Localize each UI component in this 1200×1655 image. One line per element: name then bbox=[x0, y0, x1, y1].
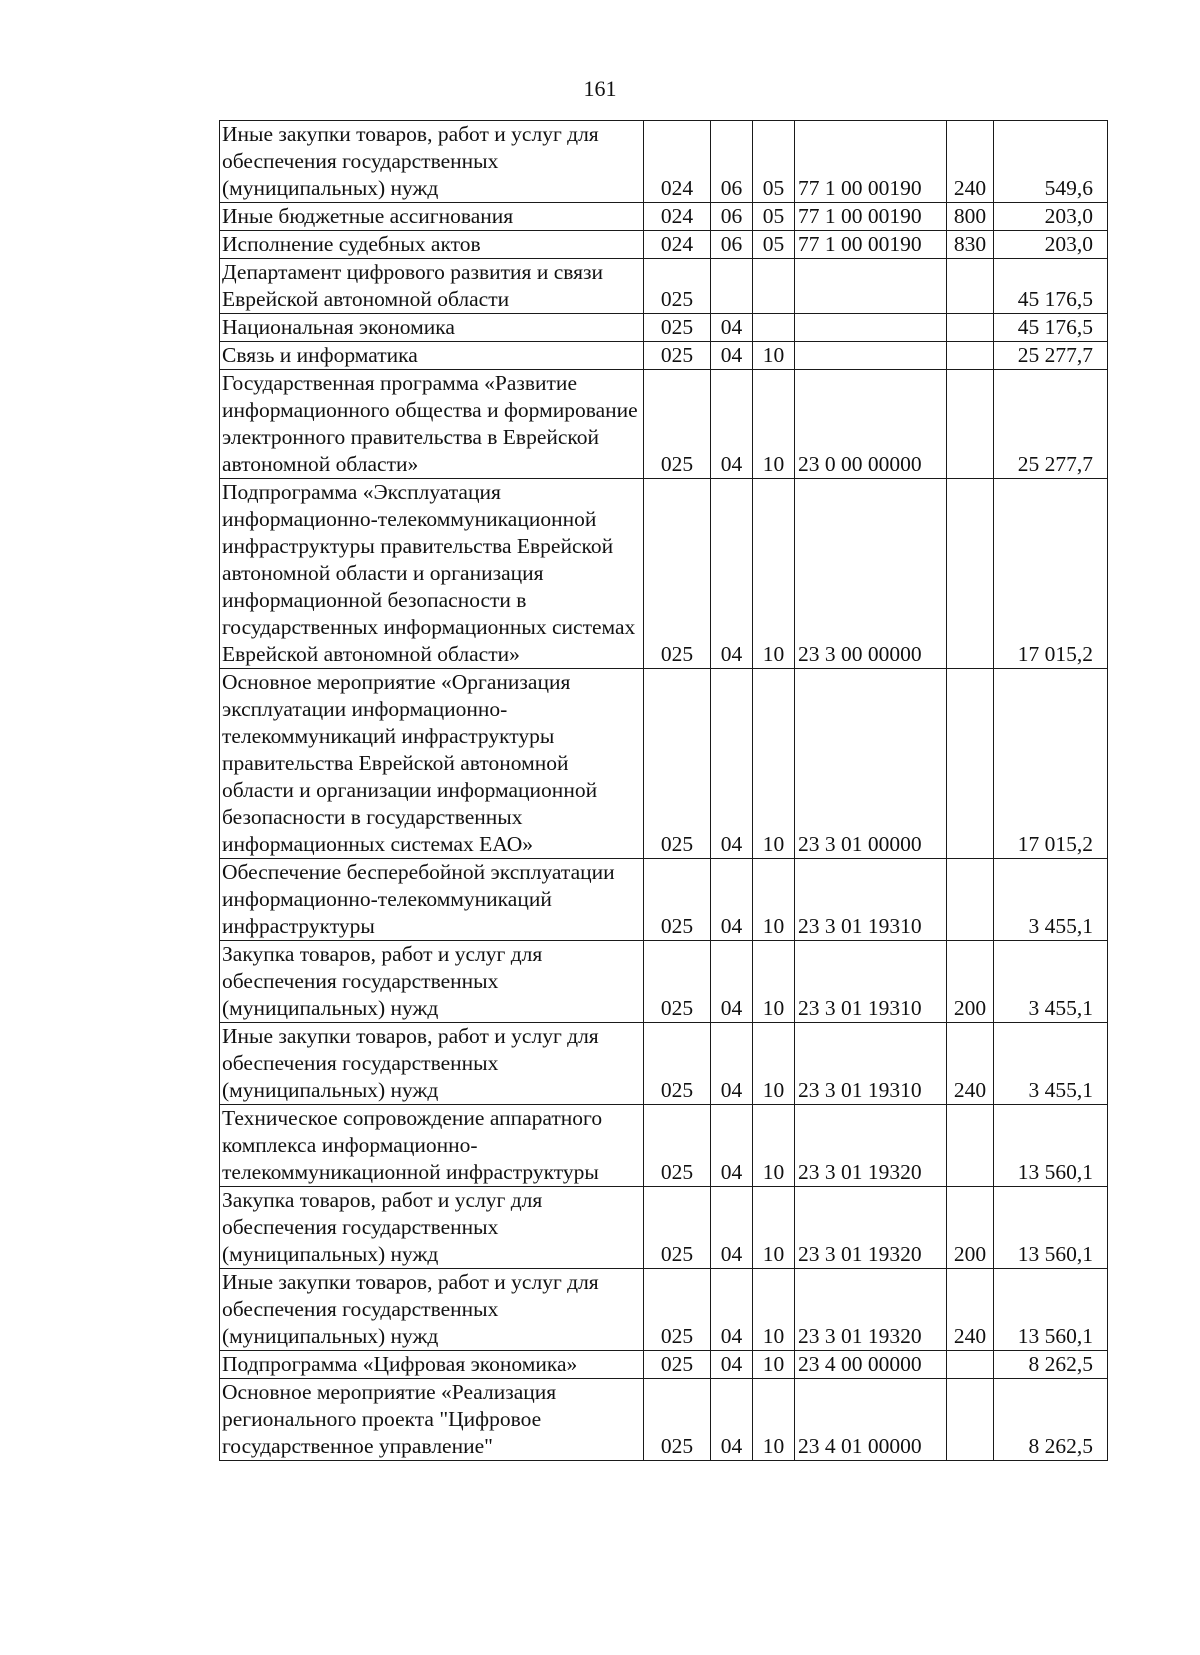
table-row bbox=[220, 342, 1108, 370]
target-code: 23 3 01 00000 bbox=[795, 669, 947, 859]
table-row bbox=[220, 479, 1108, 669]
target-code: 23 3 01 19310 bbox=[795, 941, 947, 1023]
subsection-code: 10 bbox=[753, 1105, 795, 1187]
amount: 3 455,1 bbox=[994, 1023, 1108, 1105]
expense-type-code: 240 bbox=[947, 1269, 994, 1351]
section-code: 04 bbox=[711, 1351, 753, 1379]
ministry-code: 025 bbox=[644, 342, 711, 370]
table-row bbox=[220, 1187, 1108, 1269]
ministry-code: 024 bbox=[644, 231, 711, 259]
ministry-code: 025 bbox=[644, 1023, 711, 1105]
subsection-code: 05 bbox=[753, 231, 795, 259]
table-row bbox=[220, 370, 1108, 479]
ministry-code: 025 bbox=[644, 1379, 711, 1461]
amount: 203,0 bbox=[994, 203, 1108, 231]
expense-type-code bbox=[947, 1105, 994, 1187]
row-name: Связь и информатика bbox=[220, 342, 644, 370]
target-code: 77 1 00 00190 bbox=[795, 203, 947, 231]
row-name: Иные закупки товаров, работ и услуг для обеспечения государственных (муниципальных) нужд bbox=[220, 1023, 644, 1105]
amount: 45 176,5 bbox=[994, 314, 1108, 342]
section-code: 04 bbox=[711, 1105, 753, 1187]
table-row bbox=[220, 1023, 1108, 1105]
target-code bbox=[795, 314, 947, 342]
section-code: 04 bbox=[711, 1187, 753, 1269]
expense-type-code bbox=[947, 1379, 994, 1461]
target-code: 77 1 00 00190 bbox=[795, 121, 947, 203]
amount: 17 015,2 bbox=[994, 479, 1108, 669]
subsection-code bbox=[753, 314, 795, 342]
subsection-code bbox=[753, 259, 795, 314]
amount: 3 455,1 bbox=[994, 941, 1108, 1023]
target-code: 23 3 01 19320 bbox=[795, 1105, 947, 1187]
section-code bbox=[711, 259, 753, 314]
row-name: Основное мероприятие «Организация эксплуатации информационно-телекоммуникаций инфраструктуры правительства Еврейской автономной области и организации информационной безопасности в государственных информационных системах ЕАО» bbox=[220, 669, 644, 859]
target-code: 77 1 00 00190 bbox=[795, 231, 947, 259]
amount: 8 262,5 bbox=[994, 1379, 1108, 1461]
amount: 549,6 bbox=[994, 121, 1108, 203]
amount: 45 176,5 bbox=[994, 259, 1108, 314]
subsection-code: 05 bbox=[753, 203, 795, 231]
table-row bbox=[220, 259, 1108, 314]
ministry-code: 025 bbox=[644, 1105, 711, 1187]
subsection-code: 10 bbox=[753, 859, 795, 941]
ministry-code: 024 bbox=[644, 203, 711, 231]
target-code: 23 3 00 00000 bbox=[795, 479, 947, 669]
row-name: Подпрограмма «Цифровая экономика» bbox=[220, 1351, 644, 1379]
row-name: Подпрограмма «Эксплуатация информационно-телекоммуникационной инфраструктуры правительства Еврейской автономной области и организация информационной безопасности в государственных информационных системах Еврейской автономной области» bbox=[220, 479, 644, 669]
subsection-code: 10 bbox=[753, 669, 795, 859]
ministry-code: 025 bbox=[644, 669, 711, 859]
row-name: Обеспечение бесперебойной эксплуатации информационно-телекоммуникаций инфраструктуры bbox=[220, 859, 644, 941]
subsection-code: 10 bbox=[753, 941, 795, 1023]
expense-type-code bbox=[947, 370, 994, 479]
row-name: Техническое сопровождение аппаратного комплекса информационно-телекоммуникационной инфраструктуры bbox=[220, 1105, 644, 1187]
target-code: 23 3 01 19310 bbox=[795, 1023, 947, 1105]
section-code: 04 bbox=[711, 370, 753, 479]
section-code: 06 bbox=[711, 231, 753, 259]
section-code: 04 bbox=[711, 314, 753, 342]
table-row bbox=[220, 941, 1108, 1023]
section-code: 04 bbox=[711, 859, 753, 941]
target-code: 23 4 00 00000 bbox=[795, 1351, 947, 1379]
subsection-code: 10 bbox=[753, 479, 795, 669]
ministry-code: 025 bbox=[644, 1187, 711, 1269]
section-code: 04 bbox=[711, 342, 753, 370]
target-code: 23 0 00 00000 bbox=[795, 370, 947, 479]
ministry-code: 025 bbox=[644, 941, 711, 1023]
ministry-code: 025 bbox=[644, 1269, 711, 1351]
ministry-code: 025 bbox=[644, 1351, 711, 1379]
table-row bbox=[220, 859, 1108, 941]
subsection-code: 05 bbox=[753, 121, 795, 203]
row-name: Иные бюджетные ассигнования bbox=[220, 203, 644, 231]
row-name: Департамент цифрового развития и связи Еврейской автономной области bbox=[220, 259, 644, 314]
table-row bbox=[220, 203, 1108, 231]
ministry-code: 024 bbox=[644, 121, 711, 203]
amount: 25 277,7 bbox=[994, 342, 1108, 370]
table-row bbox=[220, 231, 1108, 259]
table-row bbox=[220, 1269, 1108, 1351]
row-name: Закупка товаров, работ и услуг для обеспечения государственных (муниципальных) нужд bbox=[220, 1187, 644, 1269]
ministry-code: 025 bbox=[644, 479, 711, 669]
page-number: 161 bbox=[583, 76, 617, 101]
table-row bbox=[220, 314, 1108, 342]
table-row bbox=[220, 1351, 1108, 1379]
row-name: Закупка товаров, работ и услуг для обеспечения государственных (муниципальных) нужд bbox=[220, 941, 644, 1023]
subsection-code: 10 bbox=[753, 342, 795, 370]
expense-type-code bbox=[947, 479, 994, 669]
budget-table bbox=[219, 120, 1108, 1461]
target-code: 23 3 01 19320 bbox=[795, 1269, 947, 1351]
target-code: 23 3 01 19310 bbox=[795, 859, 947, 941]
section-code: 04 bbox=[711, 1023, 753, 1105]
ministry-code: 025 bbox=[644, 370, 711, 479]
target-code: 23 4 01 00000 bbox=[795, 1379, 947, 1461]
ministry-code: 025 bbox=[644, 859, 711, 941]
subsection-code: 10 bbox=[753, 370, 795, 479]
subsection-code: 10 bbox=[753, 1351, 795, 1379]
row-name: Исполнение судебных актов bbox=[220, 231, 644, 259]
amount: 203,0 bbox=[994, 231, 1108, 259]
expense-type-code: 240 bbox=[947, 121, 994, 203]
subsection-code: 10 bbox=[753, 1023, 795, 1105]
amount: 17 015,2 bbox=[994, 669, 1108, 859]
row-name: Национальная экономика bbox=[220, 314, 644, 342]
section-code: 06 bbox=[711, 203, 753, 231]
expense-type-code: 200 bbox=[947, 941, 994, 1023]
expense-type-code bbox=[947, 1351, 994, 1379]
expense-type-code bbox=[947, 259, 994, 314]
row-name: Иные закупки товаров, работ и услуг для обеспечения государственных (муниципальных) нужд bbox=[220, 1269, 644, 1351]
table-row bbox=[220, 1379, 1108, 1461]
section-code: 04 bbox=[711, 941, 753, 1023]
section-code: 04 bbox=[711, 1269, 753, 1351]
amount: 25 277,7 bbox=[994, 370, 1108, 479]
expense-type-code bbox=[947, 669, 994, 859]
table-row bbox=[220, 1105, 1108, 1187]
table-row bbox=[220, 121, 1108, 203]
table-row bbox=[220, 669, 1108, 859]
section-code: 04 bbox=[711, 669, 753, 859]
target-code bbox=[795, 259, 947, 314]
row-name: Иные закупки товаров, работ и услуг для обеспечения государственных (муниципальных) нужд bbox=[220, 121, 644, 203]
amount: 13 560,1 bbox=[994, 1269, 1108, 1351]
target-code bbox=[795, 342, 947, 370]
ministry-code: 025 bbox=[644, 314, 711, 342]
amount: 3 455,1 bbox=[994, 859, 1108, 941]
subsection-code: 10 bbox=[753, 1269, 795, 1351]
expense-type-code bbox=[947, 314, 994, 342]
expense-type-code: 240 bbox=[947, 1023, 994, 1105]
subsection-code: 10 bbox=[753, 1187, 795, 1269]
row-name: Государственная программа «Развитие информационного общества и формирование электронного правительства в Еврейской автономной области» bbox=[220, 370, 644, 479]
section-code: 04 bbox=[711, 1379, 753, 1461]
expense-type-code bbox=[947, 342, 994, 370]
section-code: 04 bbox=[711, 479, 753, 669]
subsection-code: 10 bbox=[753, 1379, 795, 1461]
row-name: Основное мероприятие «Реализация регионального проекта "Цифровое государственное управление" bbox=[220, 1379, 644, 1461]
expense-type-code: 830 bbox=[947, 231, 994, 259]
amount: 8 262,5 bbox=[994, 1351, 1108, 1379]
amount: 13 560,1 bbox=[994, 1187, 1108, 1269]
expense-type-code: 800 bbox=[947, 203, 994, 231]
expense-type-code: 200 bbox=[947, 1187, 994, 1269]
section-code: 06 bbox=[711, 121, 753, 203]
amount: 13 560,1 bbox=[994, 1105, 1108, 1187]
target-code: 23 3 01 19320 bbox=[795, 1187, 947, 1269]
expense-type-code bbox=[947, 859, 994, 941]
ministry-code: 025 bbox=[644, 259, 711, 314]
